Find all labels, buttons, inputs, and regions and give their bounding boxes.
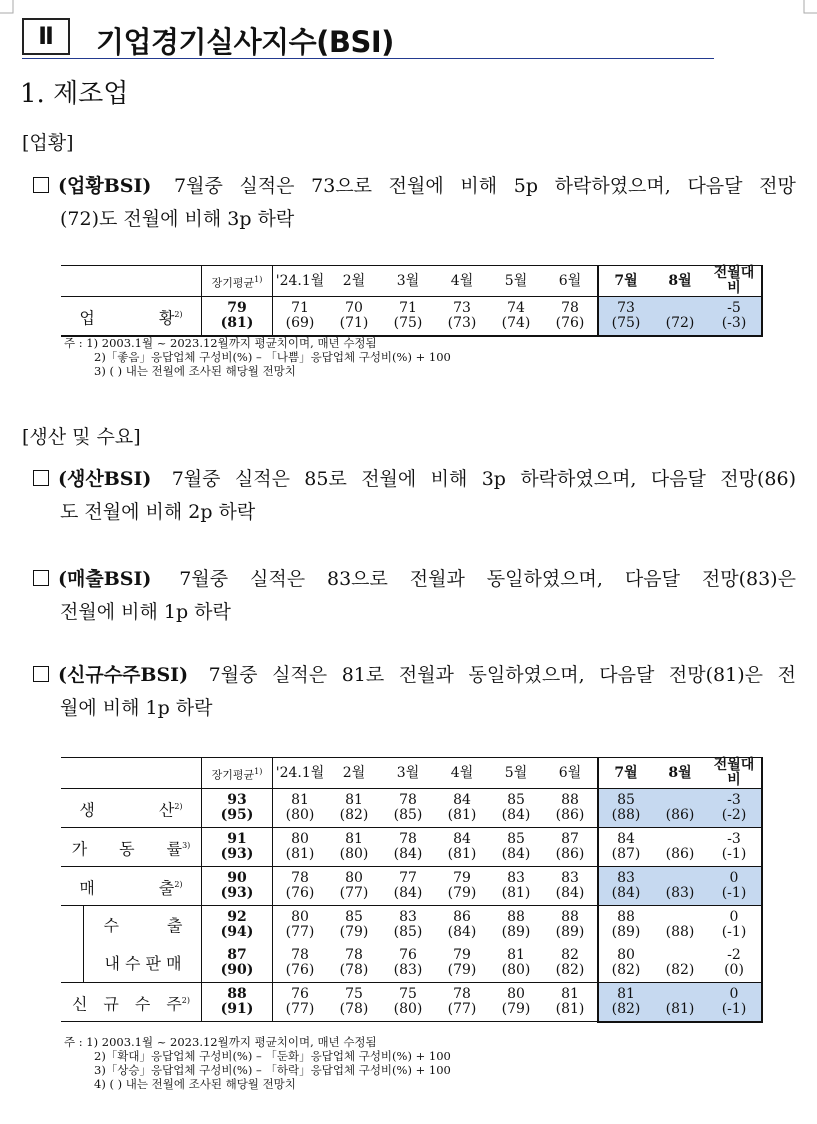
paragraph-business-bsi: (업황BSI) 7월중 실적은 73으로 전월에 비해 5p 하락하였으며, 다음달 전망 (72)도 전월에 비해 3p 하락 xyxy=(33,170,796,236)
section-header xyxy=(22,18,714,59)
table-row: 업 황$^{2)}$ 79 (81) 71 (69) 70 (71) 71 (75) 73 (73) 74 (74) 78 (76) 73 (75) (72) -5 (-3) xyxy=(61,297,762,337)
table-row: 내 수 판 매 87 (90) 78 (76) 78 (78) 76 (83) 79 (79) 81 (80) 82 (82) 80 (82) (82) -2 (0) xyxy=(61,944,762,983)
table-notes: 주 : 1) 2003.1월 ~ 2023.12월까지 평균치이며, 매년 수정됨 2)「좋음」응답업체 구성비(%) – 「나쁨」응답업체 구성비(%) + 100 3) ( ) 내는 전월에 조사된 해당월 전망치 xyxy=(64,336,451,378)
table-row: 신 규 수 주$^{2)}$ 88 (91) 76 (77) 75 (78) 75 (80) 78 (77) 80 (79) 81 (81) 81 (82) (81) 0 (-1) xyxy=(61,983,762,1022)
heading-production-demand: [생산 및 수요] xyxy=(22,426,141,448)
section-title: 기업경기실사지수(BSI) xyxy=(96,25,394,59)
checkbox-bullet xyxy=(33,177,49,193)
checkbox-bullet xyxy=(33,470,49,486)
subsection-title: 1. 제조업 xyxy=(20,79,129,109)
checkbox-bullet xyxy=(33,570,49,586)
table-row: 생 산$^{2)}$ 93 (95) 81 (80) 81 (82) 78 (85) 84 (81) 85 (84) 88 (86) 85 (88) (86) -3 (-2) xyxy=(61,789,762,828)
heading-business-conditions: [업황] xyxy=(22,132,74,154)
business-bsi-table: 장기평균$^{1)}$ '24.1월 2월 3월 4월 5월 6월 7월 8월 전월대비 업 황$^{2)}$ 79 (81) 71 (69) 70 (71) 71 (75) 73 (73) 74 (74) 78 (76) 73 (75) (72) -5 (-3) xyxy=(61,265,763,337)
table-notes: 주 : 1) 2003.1월 ~ 2023.12월까지 평균치이며, 매년 수정됨 2)「확대」응답업체 구성비(%) – 「둔화」응답업체 구성비(%) + 100 3)「상승」응답업체 구성비(%) – 「하락」응답업체 구성비(%) + 100 4) ( ) 내는 전월에 조사된 해당월 전망치 xyxy=(64,1035,451,1091)
table-row: 매 출$^{2)}$ 90 (93) 78 (76) 80 (77) 77 (84) 79 (79) 83 (81) 83 (84) 83 (84) (83) 0 (-1) xyxy=(61,867,762,906)
checkbox-bullet xyxy=(33,666,49,682)
production-demand-bsi-table: 장기평균$^{1)}$ '24.1월 2월 3월 4월 5월 6월 7월 8월 전월대비 생 산$^{2)}$ 93 (95) 81 (80) 81 (82) 78 (85) 84 (81) 85 (84) 88 (86) 85 (88) (86) -3 (-2) 가 동 률$^{3)}$ 91 (93) 80 (81) 81 (80) 78 (84) 84 (81) 85 (84) 87 (86) 84 (87) (86) -3 (-1) 매 출$^{2)}$ 90 (93) 78 (76) 80 (77) 77 (84) 79 (79) 83 (81) 83 (84) 83 (84) (83) 0 (-1) 수 출 92 (94) 80 (77) 85 (79) 83 (85) 86 (84) 88 (89) 88 (89) 88 (89) (88) 0 (-1) 내 수 판 매 87 (90) 78 (76) 78 (78) 76 (83) 79 (79) 81 (80) 82 (82) 80 (82) (82) -2 (0) 신 규 수 주$^{2)}$ 88 (91) 76 (77) 75 (78) 75 (80) 78 (77) 80 (79) 81 (81) 81 (82) (81) 0 (-1) xyxy=(61,757,763,1023)
paragraph-new-orders-bsi: (신규수주BSI) 7월중 실적은 81로 전월과 동일하였으며, 다음달 전망(81)은 전 월에 비해 1p 하락 xyxy=(33,659,796,725)
paragraph-production-bsi: (생산BSI) 7월중 실적은 85로 전월에 비해 3p 하락하였으며, 다음달 전망(86) 도 전월에 비해 2p 하락 xyxy=(33,463,796,529)
table-row: 가 동 률$^{3)}$ 91 (93) 80 (81) 81 (80) 78 (84) 84 (81) 85 (84) 87 (86) 84 (87) (86) -3 (-1) xyxy=(61,828,762,867)
table-row: 수 출 92 (94) 80 (77) 85 (79) 83 (85) 86 (84) 88 (89) 88 (89) 88 (89) (88) 0 (-1) xyxy=(61,906,762,945)
page-corner-mark xyxy=(0,0,14,14)
page-corner-mark xyxy=(803,0,817,14)
paragraph-sales-bsi: (매출BSI) 7월중 실적은 83으로 전월과 동일하였으며, 다음달 전망(83)은 전월에 비해 1p 하락 xyxy=(33,563,796,629)
section-number-box: Ⅱ xyxy=(22,18,70,55)
